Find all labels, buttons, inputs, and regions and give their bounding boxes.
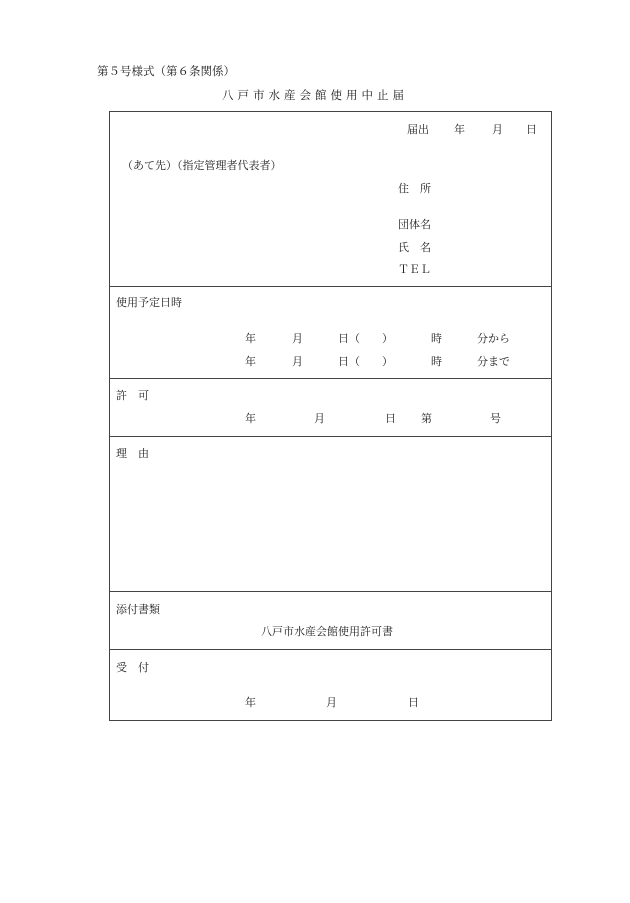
reception-year: 年 — [245, 696, 256, 709]
applicant-section — [110, 112, 551, 287]
schedule-start-hour: 時 — [431, 332, 442, 345]
permit-section — [110, 379, 551, 437]
permit-year: 年 — [245, 412, 256, 425]
name-label: 氏 名 — [398, 241, 431, 254]
permit-label: 許 可 — [116, 389, 149, 402]
reception-day: 日 — [408, 696, 419, 709]
submission-date-label: 届出 — [407, 123, 429, 136]
attachments-label: 添付書類 — [116, 603, 160, 616]
group-name-label: 団体名 — [398, 218, 431, 231]
schedule-start-year: 年 — [245, 332, 256, 345]
permit-day: 日 — [385, 412, 396, 425]
permit-number-suffix: 号 — [490, 412, 501, 425]
schedule-end-minute: 分まで — [477, 355, 510, 368]
form-box — [109, 111, 552, 721]
address-label: 住 所 — [398, 182, 431, 195]
form-reference: 第５号様式（第６条関係） — [97, 64, 235, 78]
schedule-section — [110, 287, 551, 379]
permit-month: 月 — [314, 412, 325, 425]
reason-label: 理 由 — [116, 447, 149, 460]
submission-month-label: 月 — [492, 123, 503, 136]
reason-section — [110, 437, 551, 592]
reception-month: 月 — [326, 696, 337, 709]
schedule-start-month: 月 — [292, 332, 303, 345]
attachments-section — [110, 592, 551, 650]
attachments-value: 八戸市水産会館使用許可書 — [261, 625, 393, 638]
schedule-end-month: 月 — [292, 355, 303, 368]
schedule-end-day: 日（ ） — [338, 355, 393, 368]
schedule-start-day: 日（ ） — [338, 332, 393, 345]
submission-year-label: 年 — [454, 123, 465, 136]
addressee-text: （あて先）（指定管理者代表者） — [122, 159, 282, 172]
tel-label: ＴＥＬ — [398, 263, 431, 276]
reception-label: 受 付 — [116, 661, 149, 674]
schedule-end-hour: 時 — [431, 355, 442, 368]
schedule-start-minute: 分から — [477, 332, 510, 345]
reception-section — [110, 650, 551, 722]
submission-day-label: 日 — [526, 123, 537, 136]
schedule-label: 使用予定日時 — [116, 296, 182, 309]
document-title: 八戸市水産会館使用中止届 — [222, 88, 408, 102]
permit-number-prefix: 第 — [421, 412, 432, 425]
schedule-end-year: 年 — [245, 355, 256, 368]
